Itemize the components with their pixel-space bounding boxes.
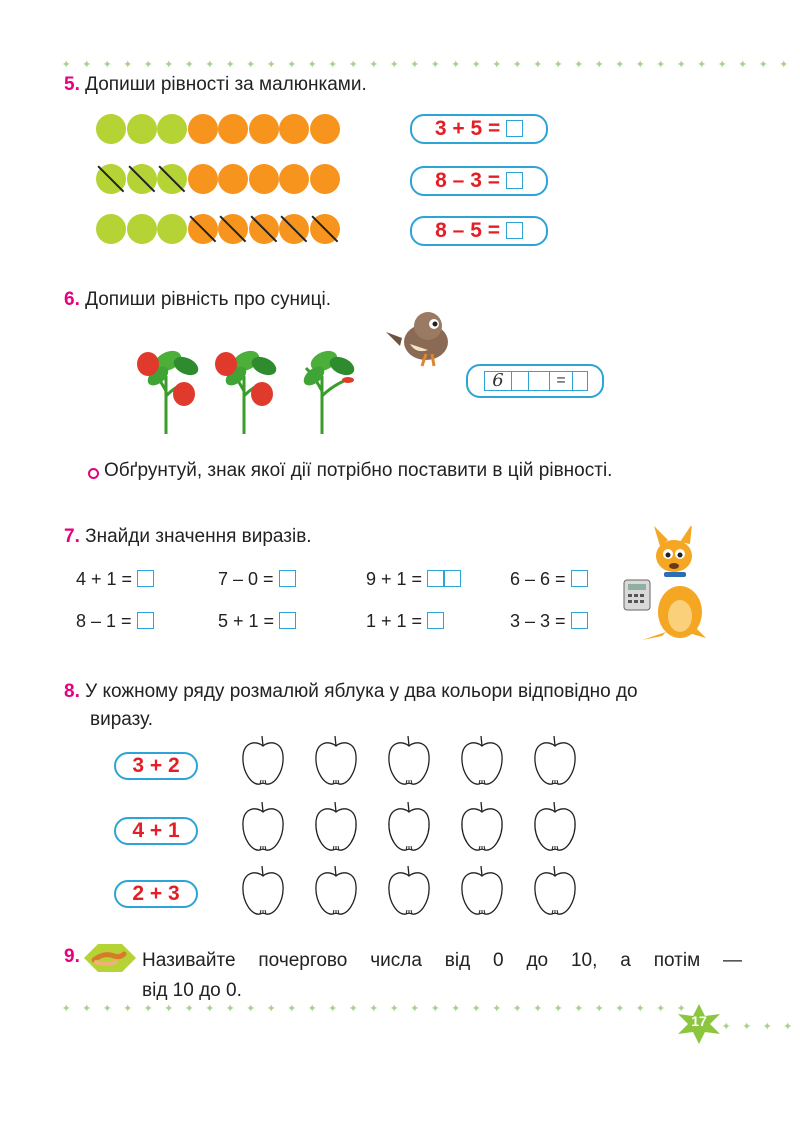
star-icon: ✦: [410, 1003, 420, 1015]
task7-heading: [64, 526, 312, 548]
star-icon: ✦: [82, 59, 92, 71]
task8-number: 8.: [64, 681, 80, 702]
green-circle: [127, 164, 157, 194]
task5-equation-3: [410, 216, 548, 246]
star-icon: ✦: [389, 59, 399, 71]
star-icon: ✦: [471, 1003, 481, 1015]
star-icon: ✦: [762, 1021, 772, 1033]
apple-outline[interactable]: [240, 864, 286, 925]
green-circle: [157, 214, 187, 244]
star-icon: ✦: [676, 1003, 686, 1015]
orange-circle: [249, 164, 279, 194]
apple-outline[interactable]: [459, 734, 505, 795]
task6-cell-2[interactable]: [512, 372, 529, 390]
task7-expr: 1 + 1 =: [366, 611, 444, 632]
star-icon: ✦: [553, 59, 563, 71]
cross-out-line: [189, 216, 216, 243]
orange-circle: [310, 114, 340, 144]
task9-line2: від 10 до 0.: [142, 980, 242, 1001]
bird-illustration: [382, 306, 462, 372]
star-icon: ✦: [184, 59, 194, 71]
star-icon: ✦: [594, 59, 604, 71]
apple-outline[interactable]: [313, 864, 359, 925]
task5-expr-1: 3 + 5 =: [434, 117, 501, 140]
star-icon: ✦: [164, 59, 174, 71]
strawberry-plants-illustration: [128, 336, 368, 436]
task6-cell-answer[interactable]: [573, 372, 587, 390]
apple-outline[interactable]: [313, 800, 359, 861]
star-icon: ✦: [574, 1003, 584, 1015]
star-icon: ✦: [783, 1021, 793, 1033]
star-icon: ✦: [205, 1003, 215, 1015]
star-icon: ✦: [184, 1003, 194, 1015]
answer-box[interactable]: [279, 570, 296, 587]
star-icon: ✦: [287, 1003, 297, 1015]
task7-expr: 7 – 0 =: [218, 569, 296, 590]
bottom-star-border-2: [716, 1020, 798, 1033]
task9-heading: [64, 946, 80, 968]
green-circle: [96, 164, 126, 194]
star-icon: ✦: [451, 59, 461, 71]
star-icon: ✦: [779, 59, 789, 71]
task6-title: Допиши рівність про суниці.: [85, 289, 331, 310]
answer-box[interactable]: [506, 222, 523, 239]
task9-number: 9.: [64, 946, 80, 967]
star-icon: ✦: [225, 1003, 235, 1015]
apple-outline[interactable]: [386, 734, 432, 795]
answer-box[interactable]: [571, 570, 588, 587]
star-icon: ✦: [742, 1021, 752, 1033]
apple-outline[interactable]: [532, 864, 578, 925]
task6-heading: [64, 289, 331, 311]
answer-box[interactable]: [427, 570, 444, 587]
task7-expr: 5 + 1 =: [218, 611, 296, 632]
orange-circle: [279, 114, 309, 144]
star-icon: ✦: [369, 1003, 379, 1015]
star-icon: ✦: [307, 1003, 317, 1015]
star-icon: ✦: [492, 1003, 502, 1015]
orange-circle: [310, 214, 340, 244]
green-circle: [157, 164, 187, 194]
task5-number: 5.: [64, 74, 80, 95]
star-icon: ✦: [430, 59, 440, 71]
star-icon: ✦: [225, 59, 235, 71]
star-icon: ✦: [164, 1003, 174, 1015]
star-icon: ✦: [594, 1003, 604, 1015]
task6-hint: [88, 460, 612, 482]
orange-circle: [279, 164, 309, 194]
apple-outline[interactable]: [459, 800, 505, 861]
green-circle: [127, 114, 157, 144]
apple-outline[interactable]: [240, 734, 286, 795]
cross-out-line: [281, 216, 308, 243]
task5-title: Допиши рівності за малюнками.: [85, 74, 367, 95]
star-icon: ✦: [82, 1003, 92, 1015]
star-icon: ✦: [615, 1003, 625, 1015]
task8-expr-pill-2: 4 + 1: [114, 817, 198, 845]
green-circle: [127, 214, 157, 244]
task5-equation-1: [410, 114, 548, 144]
apple-outline[interactable]: [386, 864, 432, 925]
green-circle: [157, 114, 187, 144]
star-icon: ✦: [676, 59, 686, 71]
task6-cell-3[interactable]: [529, 372, 550, 390]
task5-expr-3: 8 – 5 =: [435, 219, 500, 242]
task7-expr: 4 + 1 =: [76, 569, 154, 590]
orange-circle: [279, 214, 309, 244]
star-icon: ✦: [721, 1021, 731, 1033]
star-icon: ✦: [246, 59, 256, 71]
orange-circle: [188, 214, 218, 244]
orange-circle: [249, 214, 279, 244]
orange-circle: [218, 114, 248, 144]
apple-outline[interactable]: [532, 734, 578, 795]
cross-out-line: [159, 166, 186, 193]
task5-expr-2: 8 – 3 =: [435, 169, 500, 192]
task7-expr: 8 – 1 =: [76, 611, 154, 632]
task6-equation-cells: [484, 371, 588, 391]
star-icon: ✦: [451, 1003, 461, 1015]
star-icon: ✦: [123, 1003, 133, 1015]
star-icon: ✦: [143, 1003, 153, 1015]
task7-title: Знайди значення виразів.: [85, 526, 312, 547]
answer-box[interactable]: [444, 570, 461, 587]
star-icon: ✦: [369, 59, 379, 71]
star-icon: ✦: [553, 1003, 563, 1015]
star-icon: ✦: [266, 1003, 276, 1015]
star-icon: ✦: [410, 59, 420, 71]
star-icon: ✦: [758, 59, 768, 71]
task6-hint-text: Обґрунтуй, знак якої дії потрібно поставити в цій рівності.: [104, 460, 613, 481]
task8-title-line2: виразу.: [90, 709, 154, 730]
orange-circle: [188, 164, 218, 194]
star-icon: ✦: [492, 59, 502, 71]
orange-circle: [310, 164, 340, 194]
task8-expr-pill-3: 2 + 3: [114, 880, 198, 908]
answer-box[interactable]: [506, 172, 523, 189]
orange-circle: [218, 214, 248, 244]
star-icon: ✦: [205, 59, 215, 71]
star-icon: ✦: [328, 59, 338, 71]
star-icon: ✦: [348, 1003, 358, 1015]
task6-cell-1: 6: [485, 372, 512, 390]
answer-box[interactable]: [427, 612, 444, 629]
task8-heading: [64, 678, 638, 734]
green-circle: [96, 214, 126, 244]
star-icon: ✦: [512, 1003, 522, 1015]
bullet-icon: [88, 468, 99, 479]
task7-number: 7.: [64, 526, 80, 547]
star-icon: ✦: [533, 1003, 543, 1015]
task7-expr: 9 + 1 =: [366, 569, 461, 590]
task9-text: [142, 946, 742, 1006]
task7-expr: 3 – 3 =: [510, 611, 588, 632]
star-icon: ✦: [512, 59, 522, 71]
cross-out-line: [128, 166, 155, 193]
handshake-icon: [80, 940, 138, 974]
star-icon: ✦: [61, 59, 71, 71]
top-star-border: [56, 58, 794, 71]
star-icon: ✦: [471, 59, 481, 71]
apple-outline[interactable]: [459, 864, 505, 925]
star-icon: ✦: [717, 59, 727, 71]
task6-cell-sign: =: [550, 372, 573, 390]
star-icon: ✦: [123, 59, 133, 71]
cross-out-line: [220, 216, 247, 243]
star-icon: ✦: [430, 1003, 440, 1015]
star-icon: ✦: [697, 59, 707, 71]
star-icon: ✦: [102, 59, 112, 71]
orange-circle: [218, 164, 248, 194]
star-icon: ✦: [635, 59, 645, 71]
answer-box[interactable]: [137, 570, 154, 587]
apple-outline[interactable]: [532, 800, 578, 861]
task5-heading: [64, 74, 367, 96]
task6-equation: [466, 364, 604, 398]
orange-circle: [188, 114, 218, 144]
star-icon: ✦: [656, 1003, 666, 1015]
star-icon: ✦: [266, 59, 276, 71]
task5-equation-2: [410, 166, 548, 196]
star-icon: ✦: [656, 59, 666, 71]
star-icon: ✦: [102, 1003, 112, 1015]
star-icon: ✦: [533, 59, 543, 71]
green-circle: [96, 114, 126, 144]
star-icon: ✦: [635, 1003, 645, 1015]
apple-outline[interactable]: [313, 734, 359, 795]
star-icon: ✦: [61, 1003, 71, 1015]
cross-out-line: [98, 166, 125, 193]
answer-box[interactable]: [137, 612, 154, 629]
task9-line1: Називайте почергово числа від 0 до 10, а потім —: [142, 950, 742, 971]
star-icon: ✦: [287, 59, 297, 71]
cross-out-line: [311, 216, 338, 243]
apple-outline[interactable]: [386, 800, 432, 861]
task8-expr-pill-1: 3 + 2: [114, 752, 198, 780]
answer-box[interactable]: [506, 120, 523, 137]
star-icon: ✦: [246, 1003, 256, 1015]
page-number: 17: [691, 1013, 707, 1029]
orange-circle: [249, 114, 279, 144]
star-icon: ✦: [574, 59, 584, 71]
star-icon: ✦: [328, 1003, 338, 1015]
star-icon: ✦: [143, 59, 153, 71]
star-icon: ✦: [389, 1003, 399, 1015]
apple-outline[interactable]: [240, 800, 286, 861]
answer-box[interactable]: [571, 612, 588, 629]
task8-title-line1: У кожному ряду розмалюй яблука у два кольори відповідно до: [85, 681, 638, 702]
task6-number: 6.: [64, 289, 80, 310]
cross-out-line: [250, 216, 277, 243]
star-icon: ✦: [615, 59, 625, 71]
star-icon: ✦: [348, 59, 358, 71]
task7-expr: 6 – 6 =: [510, 569, 588, 590]
kangaroo-illustration: [622, 526, 712, 642]
answer-box[interactable]: [279, 612, 296, 629]
star-icon: ✦: [738, 59, 748, 71]
star-icon: ✦: [307, 59, 317, 71]
